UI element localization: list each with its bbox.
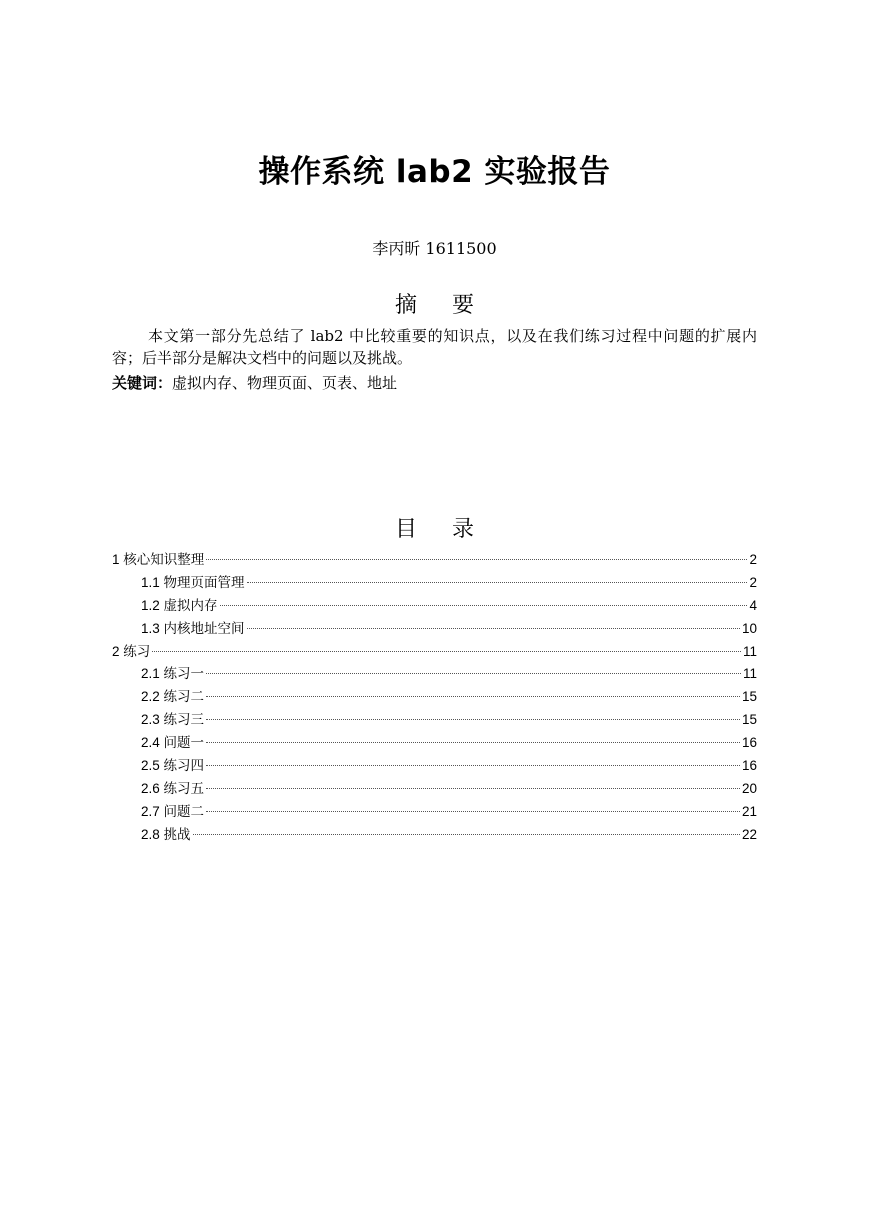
- toc-entry[interactable]: [112, 595, 757, 618]
- toc-entry-label: 1.3 内核地址空间: [141, 620, 245, 636]
- toc-leader: [206, 788, 740, 789]
- keywords-line: [112, 372, 757, 394]
- toc-leader: [247, 582, 748, 583]
- toc-entry[interactable]: [112, 549, 757, 572]
- toc-page-number: 20: [741, 780, 757, 796]
- toc-leader: [220, 605, 748, 606]
- toc-entry[interactable]: [112, 778, 757, 801]
- toc-page-number: 16: [741, 735, 757, 751]
- toc-page-number: 11: [742, 643, 757, 659]
- toc-entry-label: 2.1 练习一: [141, 666, 205, 682]
- toc-entry[interactable]: [112, 618, 757, 641]
- abstract-body: 本文第一部分先总结了 lab2 中比较重要的知识点，以及在我们练习过程中问题的扩展内容；后半部分是解决文档中的问题以及挑战。: [112, 327, 757, 367]
- toc-page-number: 16: [741, 758, 757, 774]
- toc-entry[interactable]: [112, 732, 757, 755]
- toc-entry-label: 2.5 练习四: [141, 758, 205, 774]
- toc-entry[interactable]: [112, 801, 757, 824]
- toc-entry-label: 2.2 练习二: [141, 689, 205, 705]
- abstract-heading: 摘 要: [395, 293, 488, 318]
- toc-leader: [152, 651, 741, 652]
- toc-leader: [206, 765, 740, 766]
- toc-page-number: 15: [741, 712, 757, 728]
- toc-leader: [206, 559, 747, 560]
- toc-leader: [206, 742, 740, 743]
- toc-entry[interactable]: [112, 686, 757, 709]
- toc-entry[interactable]: [112, 641, 757, 664]
- toc-leader: [206, 673, 741, 674]
- toc-entry-label: 1 核心知识整理: [112, 552, 205, 567]
- toc-page-number: 21: [741, 803, 757, 819]
- toc-entry[interactable]: [112, 824, 757, 847]
- toc-leader: [247, 628, 740, 629]
- toc-page-number: 10: [741, 620, 757, 636]
- keywords-text: 虚拟内存、物理页面、页表、地址: [172, 374, 398, 392]
- toc-entry-label: 2.8 挑战: [141, 826, 191, 842]
- toc-entry[interactable]: [112, 709, 757, 732]
- toc-entry-label: 1.1 物理页面管理: [141, 574, 245, 590]
- document-title: 操作系统 lab2 实验报告: [258, 154, 611, 190]
- toc-page-number: 4: [749, 597, 757, 613]
- toc-page-number: 2: [749, 552, 757, 567]
- toc-entry-label: 1.2 虚拟内存: [141, 597, 218, 613]
- toc-entry-label: 2.7 问题二: [141, 803, 205, 819]
- toc-leader: [206, 811, 740, 812]
- toc-page-number: 15: [741, 689, 757, 705]
- toc-page-number: 11: [742, 666, 757, 682]
- toc-entry[interactable]: [112, 755, 757, 778]
- toc-heading: 目 录: [395, 517, 488, 542]
- toc-page-number: 2: [749, 574, 757, 590]
- toc-entry-label: 2.3 练习三: [141, 712, 205, 728]
- toc-leader: [206, 696, 740, 697]
- toc-entry-label: 2 练习: [112, 643, 151, 659]
- toc-entry-label: 2.4 问题一: [141, 735, 205, 751]
- author-line: 李丙昕 1611500: [372, 239, 497, 258]
- table-of-contents: [112, 549, 757, 847]
- toc-entry-label: 2.6 练习五: [141, 780, 205, 796]
- toc-page-number: 22: [741, 826, 757, 842]
- keywords-label: 关键词：: [112, 374, 173, 392]
- toc-leader: [206, 719, 740, 720]
- toc-entry[interactable]: [112, 572, 757, 595]
- toc-leader: [193, 834, 740, 835]
- toc-entry[interactable]: [112, 663, 757, 686]
